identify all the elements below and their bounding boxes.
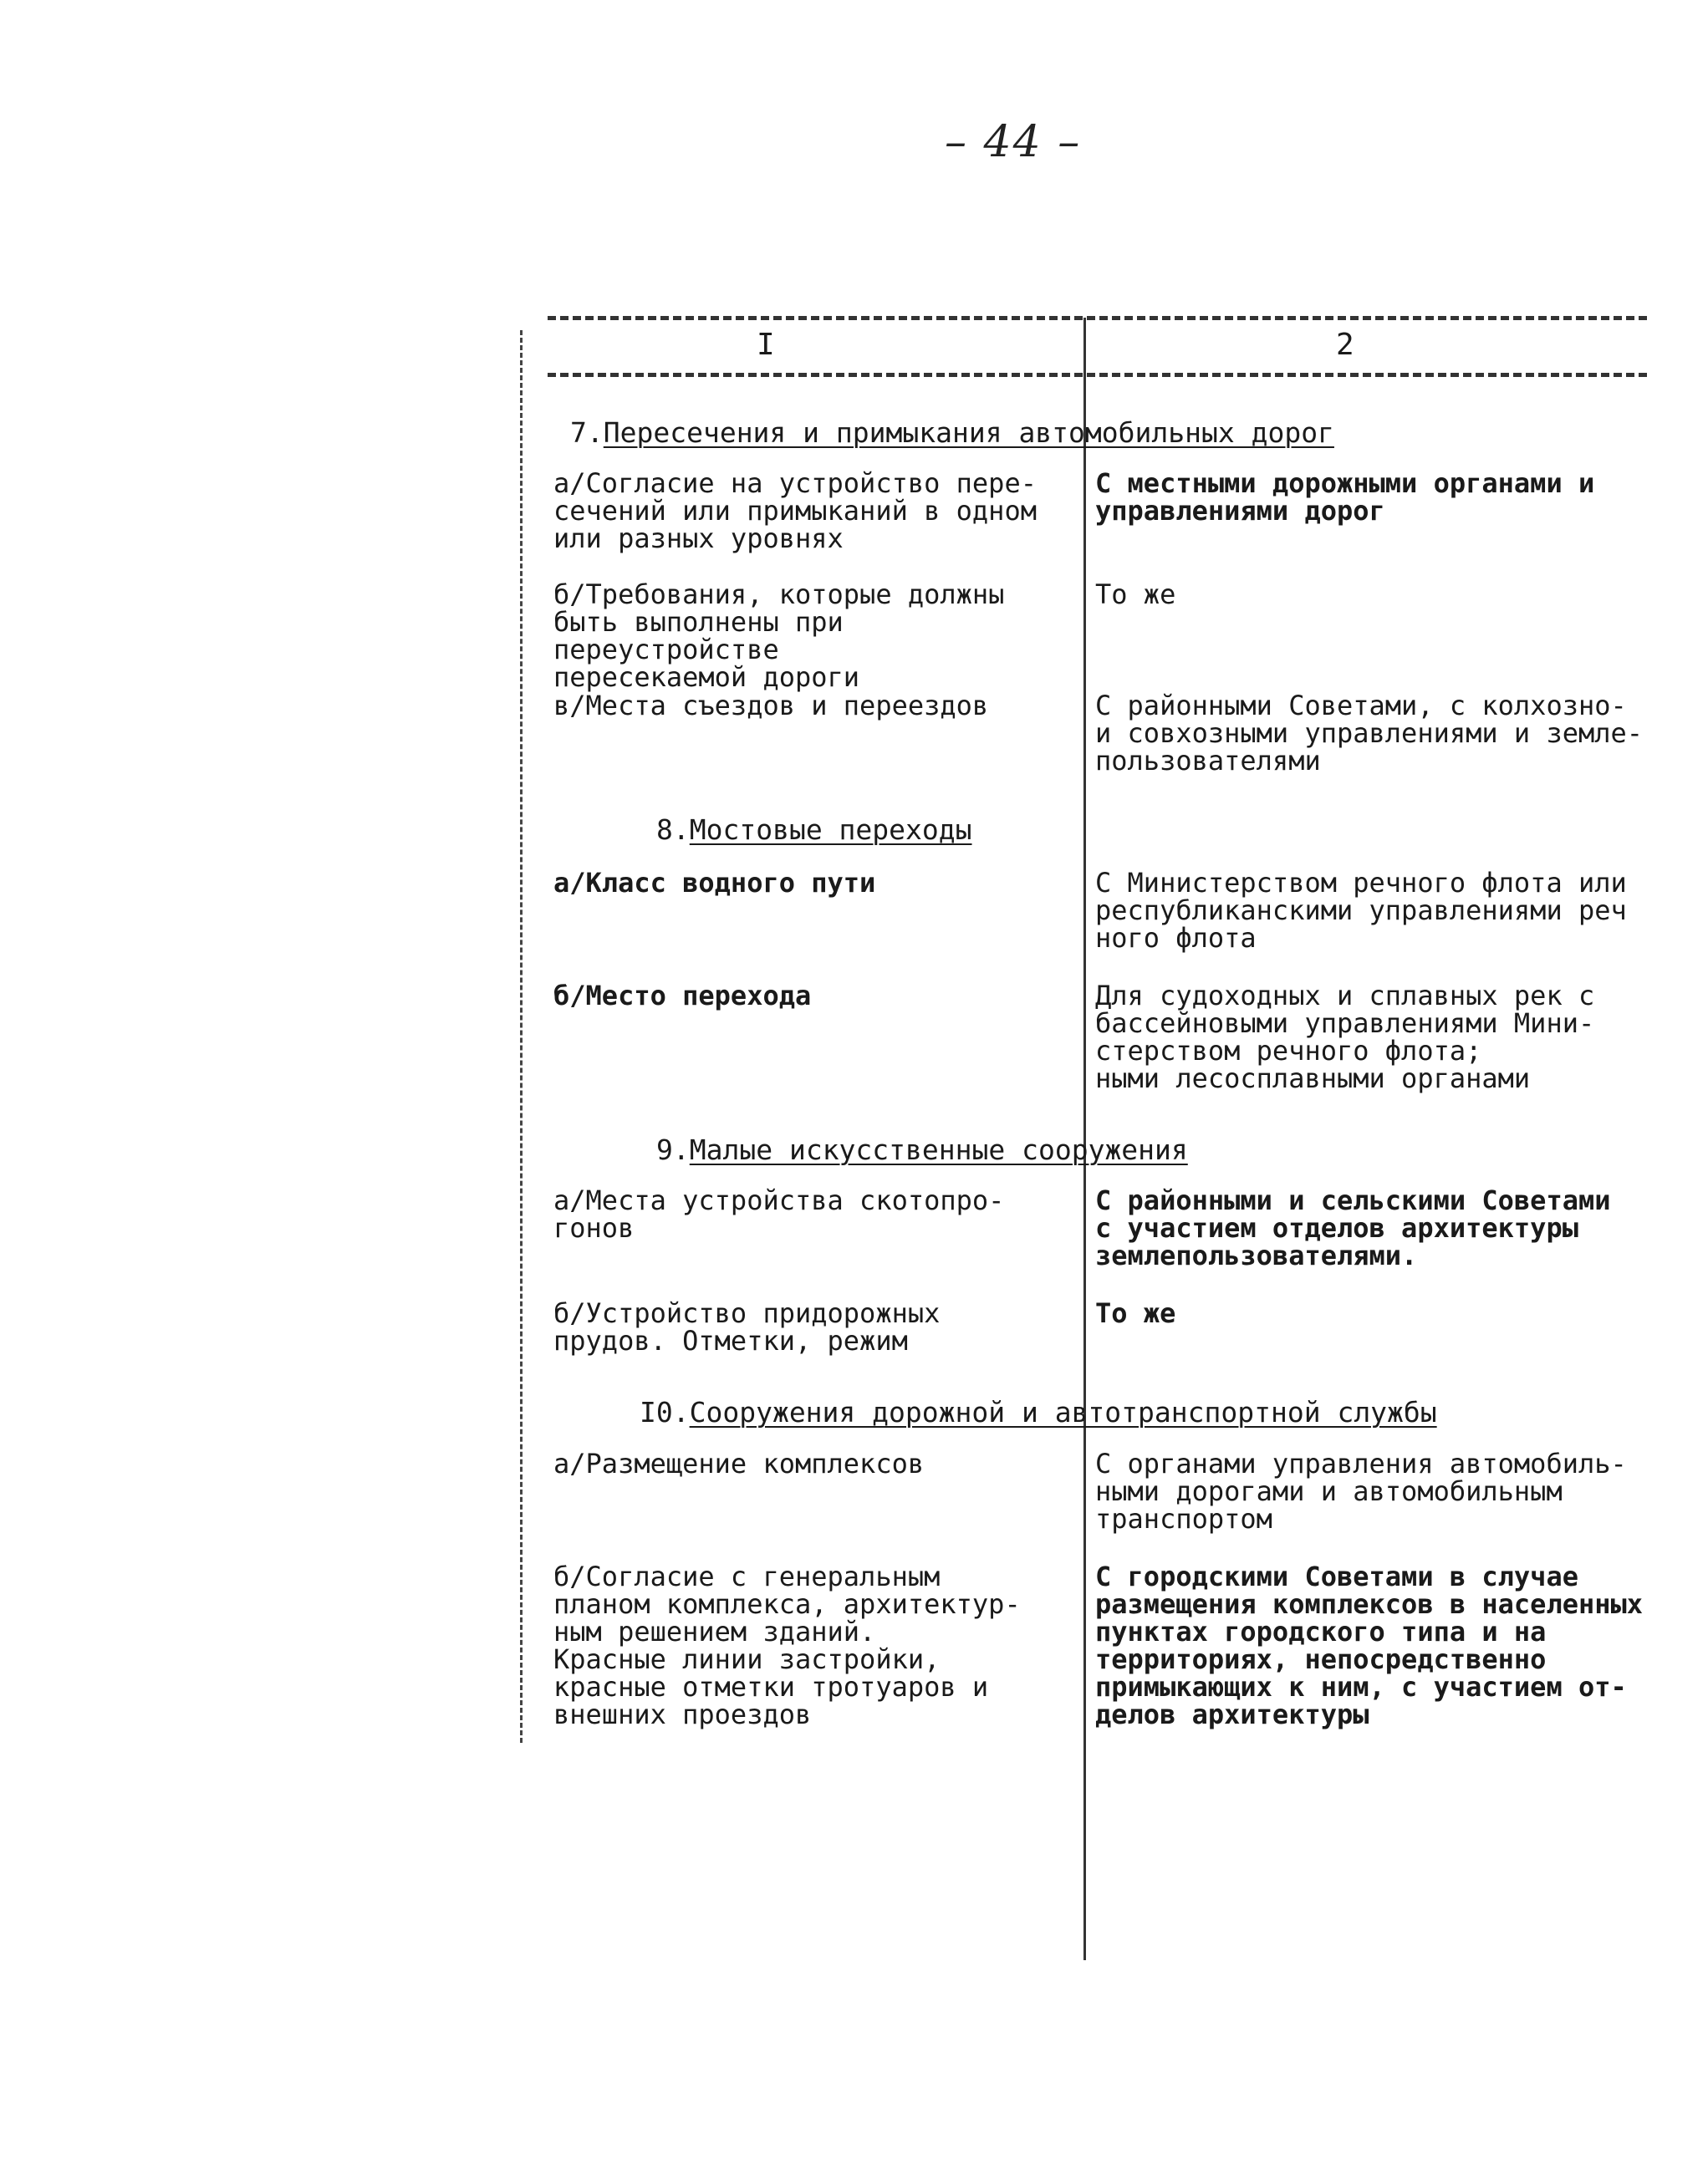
section-number: 8. <box>656 813 690 846</box>
section-title: Пересечения и примыкания автомобильных дорог <box>603 416 1334 449</box>
left-border-line <box>520 330 523 1743</box>
section-9-row-b-right: То же <box>1095 1297 1176 1329</box>
section-title: Мостовые переходы <box>689 813 972 846</box>
section-7-row-b-left: б/Требования, которые должны быть выполнены при переустройстве пересекаемой дороги <box>553 578 1005 693</box>
section-10-row-a-left: а/Размещение комплексов <box>553 1448 925 1480</box>
section-9-row-a-left: а/Места устройства скотопро- гонов <box>553 1184 1005 1244</box>
page-number: – 44 – <box>945 117 1082 167</box>
section-7-row-c-right: С районными Советами, с колхозно- и совхозными управлениями и земле- пользователями <box>1095 690 1644 777</box>
section-10-row-a-right: С органами управления автомобиль- ными дорогами и автомобильным транспортом <box>1095 1448 1627 1535</box>
section-8-heading <box>656 815 972 845</box>
section-7-row-c-left: в/Места съездов и переездов <box>553 690 989 721</box>
section-10-row-b-right: С городскими Советами в случае размещения комплексов в населенных пунктах городского типа и на территориях, непосредственно примыкающих к ним, с участием от- делов архитектуры <box>1095 1561 1644 1730</box>
section-7-row-a-left: а/Согласие на устройство пере- сечений или примыканий в одном или разных уровнях <box>553 467 1037 554</box>
column-1-number: I <box>757 328 775 362</box>
section-title: Малые искусственные сооружения <box>689 1133 1188 1166</box>
section-9-row-a-right: С районными и сельскими Советами с участием отделов архитектуры землепользователями. <box>1095 1184 1611 1271</box>
section-number: 7. <box>570 416 604 449</box>
section-7-row-b-right: То же <box>1095 578 1176 610</box>
section-10-heading <box>640 1398 1437 1428</box>
column-2-number: 2 <box>1336 328 1354 362</box>
section-9-heading <box>656 1135 1188 1165</box>
header-top-rule <box>548 316 1647 320</box>
section-title: Сооружения дорожной и автотранспортной службы <box>689 1396 1437 1429</box>
section-7-row-a-right: С местными дорожными органами и управлениями дорог <box>1095 467 1595 527</box>
section-number: 9. <box>656 1133 690 1166</box>
section-10-row-b-left: б/Согласие с генеральным планом комплекса, архитектур- ным решением зданий. Красные линии застройки, красные отметки тротуаров и внешних проездов <box>553 1561 1021 1730</box>
section-8-row-b-right: Для судоходных и сплавных рек с бассейновыми управлениями Мини- стерством речного флота; ными лесосплавными органами <box>1095 980 1595 1094</box>
section-7-heading <box>570 418 1334 448</box>
section-8-row-a-left: а/Класс водного пути <box>553 867 876 899</box>
header-bottom-rule <box>548 373 1647 377</box>
section-number: I0. <box>640 1396 690 1429</box>
section-8-row-b-left: б/Место перехода <box>553 980 812 1011</box>
section-9-row-b-left: б/Устройство придорожных прудов. Отметки, режим <box>553 1297 941 1357</box>
section-8-row-a-right: С Министерством речного флота или республиканскими управлениями реч ного флота <box>1095 867 1627 954</box>
